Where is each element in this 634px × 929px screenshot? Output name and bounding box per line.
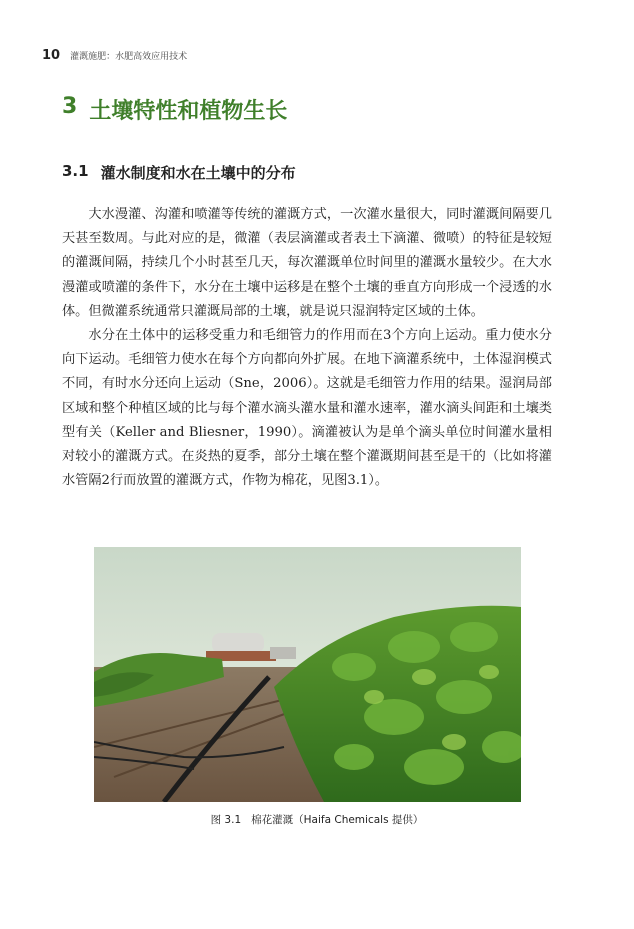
section-heading (62, 162, 296, 183)
figure-caption-text: 棉花灌溉（Haifa Chemicals 提供） (251, 814, 424, 826)
figure-caption (0, 812, 634, 827)
figure-photo-cotton-drip-irrigation (94, 547, 521, 802)
page-number: 10 (42, 48, 61, 63)
section-number: 3.1 (62, 162, 89, 180)
chapter-heading (62, 94, 287, 125)
running-header (42, 48, 187, 63)
book-title: 灌溉施肥：水肥高效应用技术 (70, 52, 188, 62)
figure-label: 图 3.1 (210, 814, 242, 826)
section-title: 灌水制度和水在土壤中的分布 (100, 164, 296, 182)
body-text (62, 203, 552, 493)
paragraph: 大水漫灌、沟灌和喷灌等传统的灌溉方式，一次灌水量很大，同时灌溉间隔要几天甚至数周。与此对应的是，微灌（表层滴灌或者表土下滴灌、微喷）的特征是较短的灌溉间隔，持续几个小时甚至几天，每次灌溉单位时间里的灌溉水量较少。在大水漫灌或喷灌的条件下，水分在土壤中运移是在整个土壤的垂直方向形成一个浸透的水体。但微灌系统通常只灌溉局部的土壤，就是说只湿润特定区域的土体。 (62, 207, 552, 319)
paragraph: 水分在土体中的运移受重力和毛细管力的作用而在3个方向上运动。重力使水分向下运动。毛细管力使水在每个方向都向外扩展。在地下滴灌系统中，土体湿润模式不同，有时水分还向上运动（Sne，2006）。这就是毛细管力作用的结果。湿润局部区域和整个种植区域的比与每个灌水滴头灌水量和灌水速率，灌水滴头间距和土壤类型有关（Keller and Bliesner，1990）。滴灌被认为是单个滴头单位时间灌水量相对较小的灌溉方式。在炎热的夏季，部分土壤在整个灌溉期间甚至是干的（比如将灌水管隔2行而放置的灌溉方式，作物为棉花，见图3.1）。 (62, 328, 552, 489)
chapter-number: 3 (62, 94, 78, 119)
chapter-title: 土壤特性和植物生长 (89, 99, 288, 124)
